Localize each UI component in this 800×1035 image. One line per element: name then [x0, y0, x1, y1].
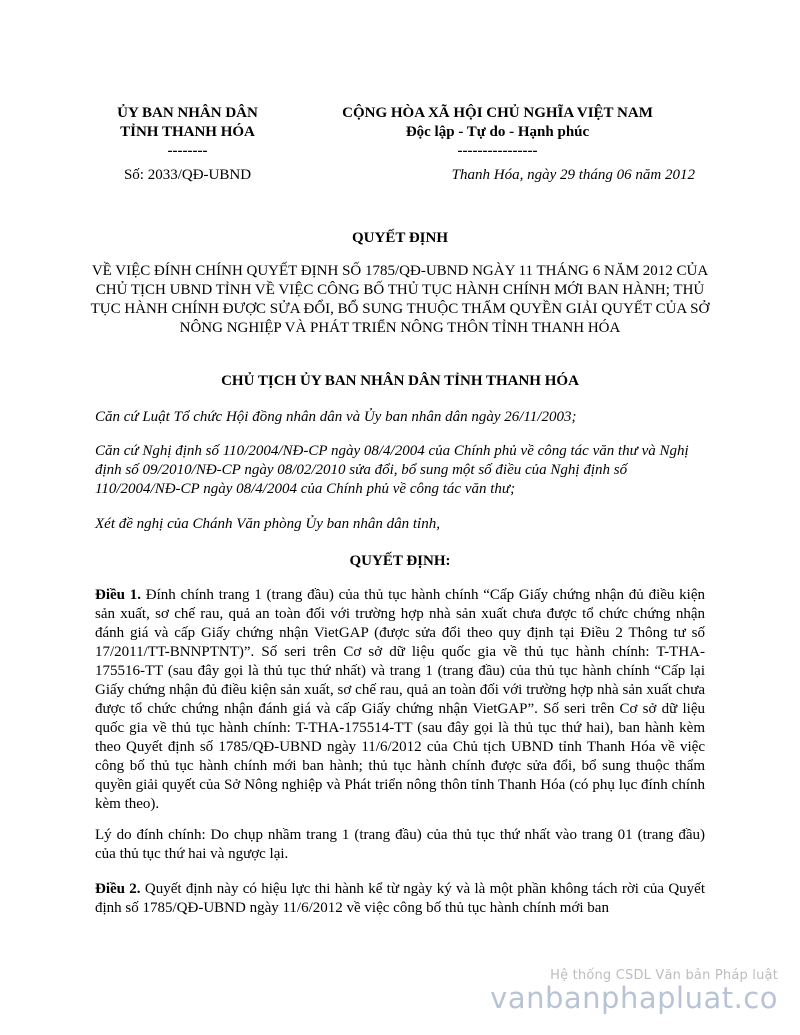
decision-heading: QUYẾT ĐỊNH:: [349, 553, 451, 569]
document-number: Số: 2033/QĐ-UBND: [123, 167, 252, 183]
document-subtitle: VỀ VIỆC ĐÍNH CHÍNH QUYẾT ĐỊNH SỐ 1785/QĐ-UBND NGÀY 11 THÁNG 6 NĂM 2012 CỦA CHỦ TỊCH UBND TỈNH VỀ VIỆC CÔNG BỐ THỦ TỤC HÀNH CHÍNH MỚI BAN HÀNH; THỦ TỤC HÀNH CHÍNH ĐƯỢC SỬA ĐỔI, BỔ SUNG THUỘC THẨM QUYỀN GIẢI QUYẾT CỦA SỞ NÔNG NGHIỆP VÀ PHÁT TRIỂN NÔNG THÔN TỈNH THANH HÓA: [90, 263, 710, 336]
legal-basis-2: Căn cứ Nghị định số 110/2004/NĐ-CP ngày 08/4/2004 của Chính phủ về công tác văn thư và Nghị định số 09/2010/NĐ-CP ngày 08/02/2010 sửa đổi, bổ sung một số điều của Nghị định số 110/2004/NĐ-CP ngày 08/4/2004 của Chính phủ về công tác văn thư;: [95, 443, 689, 497]
watermark-site: vanbanphapluat.co: [490, 981, 778, 1015]
document-title: QUYẾT ĐỊNH: [352, 230, 448, 246]
correction-reason: Lý do đính chính: Do chụp nhầm trang 1 (trang đầu) của thủ tục thứ nhất vào trang 01 (trang đầu) của thủ tục thứ hai và ngược lại.: [95, 827, 705, 862]
authority-line-1: ỦY BAN NHÂN DÂN: [117, 105, 258, 121]
authority-line-2: TỈNH THANH HÓA: [120, 124, 255, 140]
article-1: [95, 586, 705, 814]
legal-basis-1: Căn cứ Luật Tổ chức Hội đồng nhân dân và Ủy ban nhân dân ngày 26/11/2003;: [95, 409, 577, 425]
country-name: CỘNG HÒA XÃ HỘI CHỦ NGHĨA VIỆT NAM: [342, 105, 653, 121]
issuing-authority: [95, 104, 280, 161]
motto: Độc lập - Tự do - Hạnh phúc: [405, 124, 590, 140]
national-motto: [300, 104, 695, 161]
issuer-heading: CHỦ TỊCH ỦY BAN NHÂN DÂN TỈNH THANH HÓA: [221, 373, 579, 389]
article-2-label: Điều 2.: [95, 881, 141, 897]
motto-separator: ----------------: [457, 143, 538, 159]
article-2: [95, 880, 705, 918]
article-1-label: Điều 1.: [95, 587, 142, 603]
document-date: Thanh Hóa, ngày 29 tháng 06 năm 2012: [451, 167, 695, 183]
legal-basis-3: Xét đề nghị của Chánh Văn phòng Ủy ban nhân dân tỉnh,: [95, 516, 440, 532]
article-2-text: Quyết định này có hiệu lực thi hành kể từ ngày ký và là một phần không tách rời của Quyết định số 1785/QĐ-UBND ngày 11/6/2012 về việc công bố thủ tục hành chính mới ban: [95, 881, 705, 916]
article-1-text: Đính chính trang 1 (trang đầu) của thủ tục hành chính “Cấp Giấy chứng nhận đủ điều kiện sản xuất, sơ chế rau, quả an toàn đối với trường hợp nhà sản xuất chưa được tổ chức chứng nhận đánh giá và cấp Giấy chứng nhận VietGAP (được sửa đổi theo quy định tại Điều 2 Thông tư số 17/2011/TT-BNNPTNT)”. Số seri trên Cơ sở dữ liệu quốc gia về thủ tục hành chính: T-THA-175516-TT (sau đây gọi là thủ tục thứ nhất) và trang 1 (trang đầu) của thủ tục hành chính “Cấp lại Giấy chứng nhận đủ điều kiện sản xuất, sơ chế rau, quả an toàn đối với trường hợp nhà sản xuất chưa được tổ chức chứng nhận đánh giá và cấp Giấy chứng nhận VietGAP”. Số seri trên Cơ sở dữ liệu quốc gia về thủ tục hành chính: T-THA-175514-TT (sau đây gọi là thủ tục thứ hai), ban hành kèm theo Quyết định số 1785/QĐ-UBND ngày 11/6/2012 của Chủ tịch UBND tỉnh Thanh Hóa về việc công bố thủ tục hành chính mới ban hành; thủ tục hành chính được sửa đổi, bổ sung thuộc thẩm quyền giải quyết của Sở Nông nghiệp và Phát triển nông thôn tỉnh Thanh Hóa (có phụ lục đính chính kèm theo).: [95, 587, 705, 812]
watermark-caption: Hệ thống CSDL Văn bản Pháp luật: [550, 968, 778, 983]
authority-separator: --------: [167, 143, 208, 159]
